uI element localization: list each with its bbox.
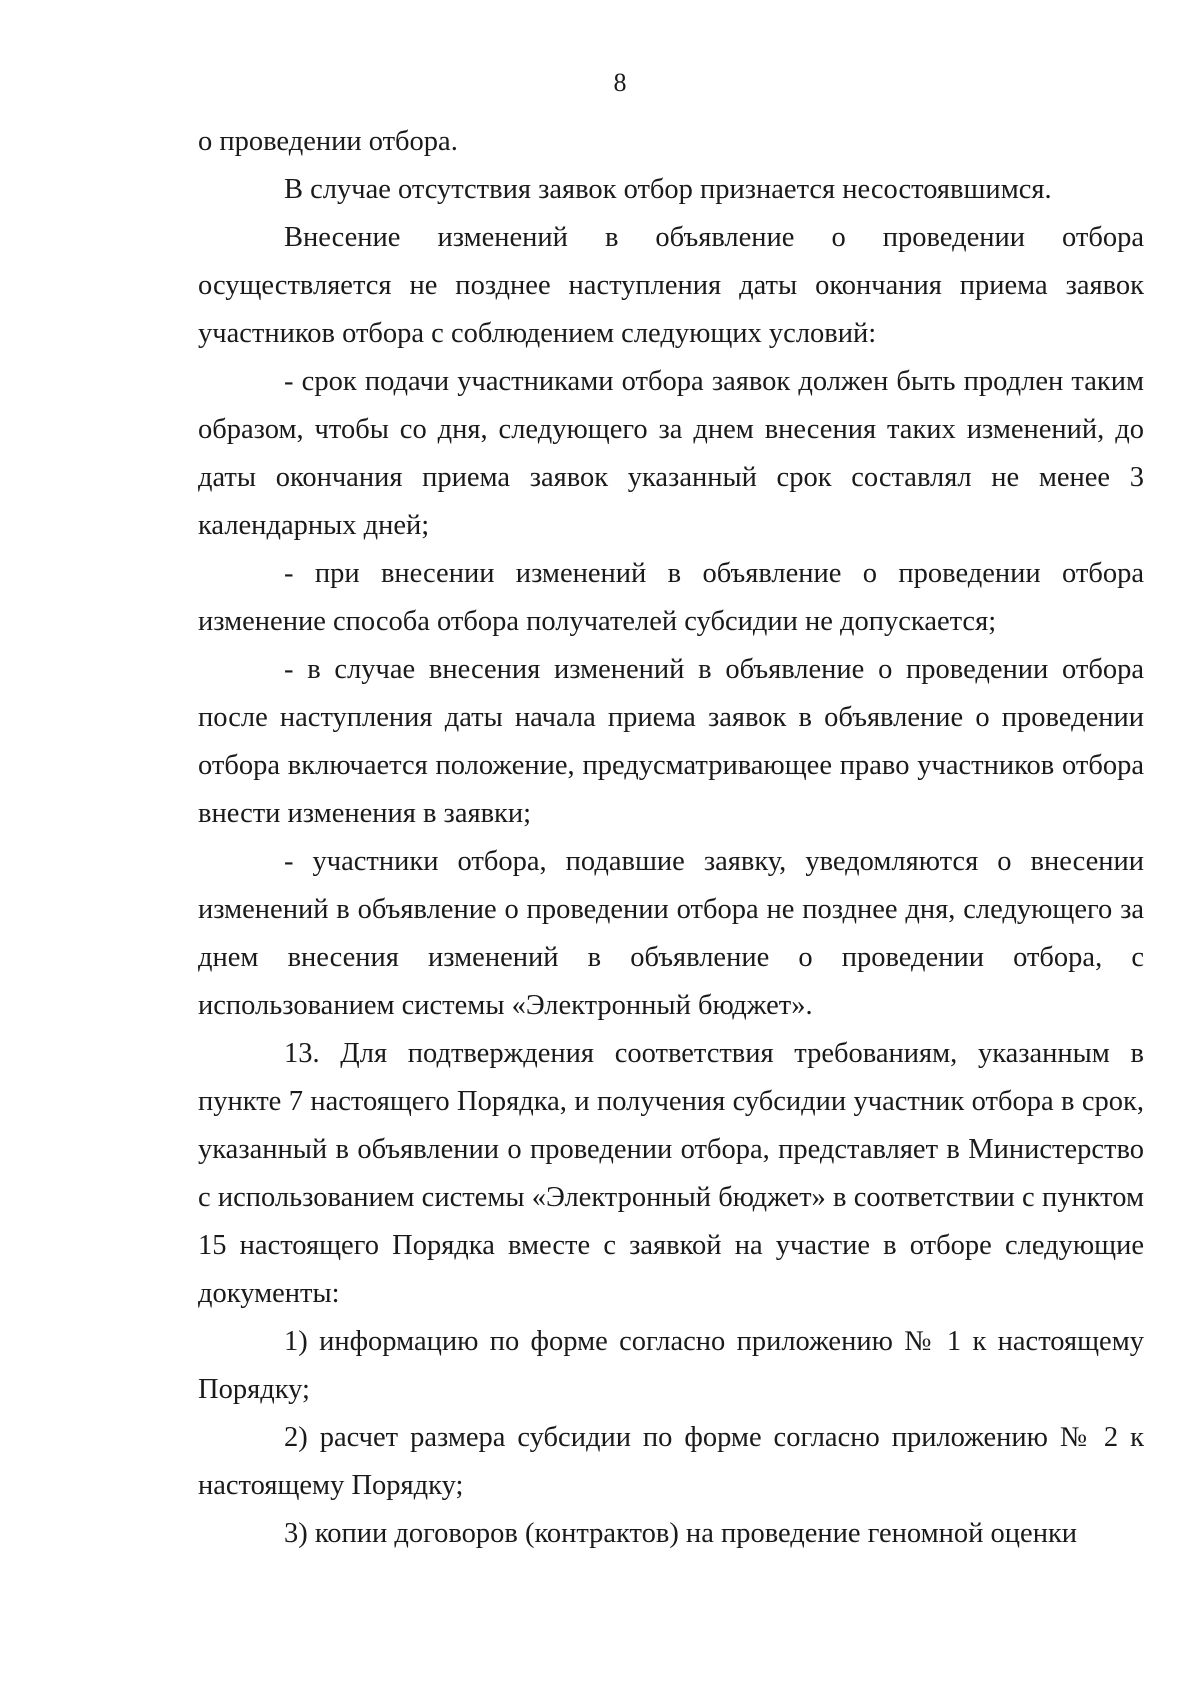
list-item-document-3: 3) копии договоров (контрактов) на проведение геномной оценки [284,1518,1078,1549]
list-item-after-start: - в случае внесения изменений в объявление о проведении отбора после наступления даты начала приема заявок в объявление о проведении отбора включается положение, предусматривающее право участников отбора внести изменения в заявки; [198,654,1144,829]
list-item-document-1: 1) информацию по форме согласно приложению № 1 к настоящему Порядку; [198,1326,1144,1405]
list-item-document-2: 2) расчет размера субсидии по форме согласно приложению № 2 к настоящему Порядку; [198,1422,1144,1501]
document-body [198,118,1144,1558]
list-item-notification: - участники отбора, подавшие заявку, уведомляются о внесении изменений в объявление о проведении отбора не позднее дня, следующего за днем внесения изменений в объявление о проведении отбора, с использованием системы «Электронный бюджет». [198,846,1144,1021]
paragraph-no-applications: В случае отсутствия заявок отбор признается несостоявшимся. [284,174,1052,205]
paragraph-section-13: 13. Для подтверждения соответствия требованиям, указанным в пункте 7 настоящего Порядка, и получения субсидии участник отбора в срок, указанный в объявлении о проведении отбора, представляет в Министерство с использованием системы «Электронный бюджет» в соответствии с пунктом 15 настоящего Порядка вместе с заявкой на участие в отборе следующие документы: [198,1038,1144,1309]
page-number: 8 [613,68,627,97]
list-item-deadline-extension: - срок подачи участниками отбора заявок должен быть продлен таким образом, чтобы со дня, следующего за днем внесения таких изменений, до даты окончания приема заявок указанный срок составлял не менее 3 календарных дней; [198,366,1144,541]
paragraph-amendments: Внесение изменений в объявление о проведении отбора осуществляется не позднее наступления даты окончания приема заявок участников отбора с соблюдением следующих условий: [198,222,1144,349]
list-item-method-change: - при внесении изменений в объявление о проведении отбора изменение способа отбора получателей субсидии не допускается; [198,558,1144,637]
paragraph-continuation: о проведении отбора. [198,126,458,157]
